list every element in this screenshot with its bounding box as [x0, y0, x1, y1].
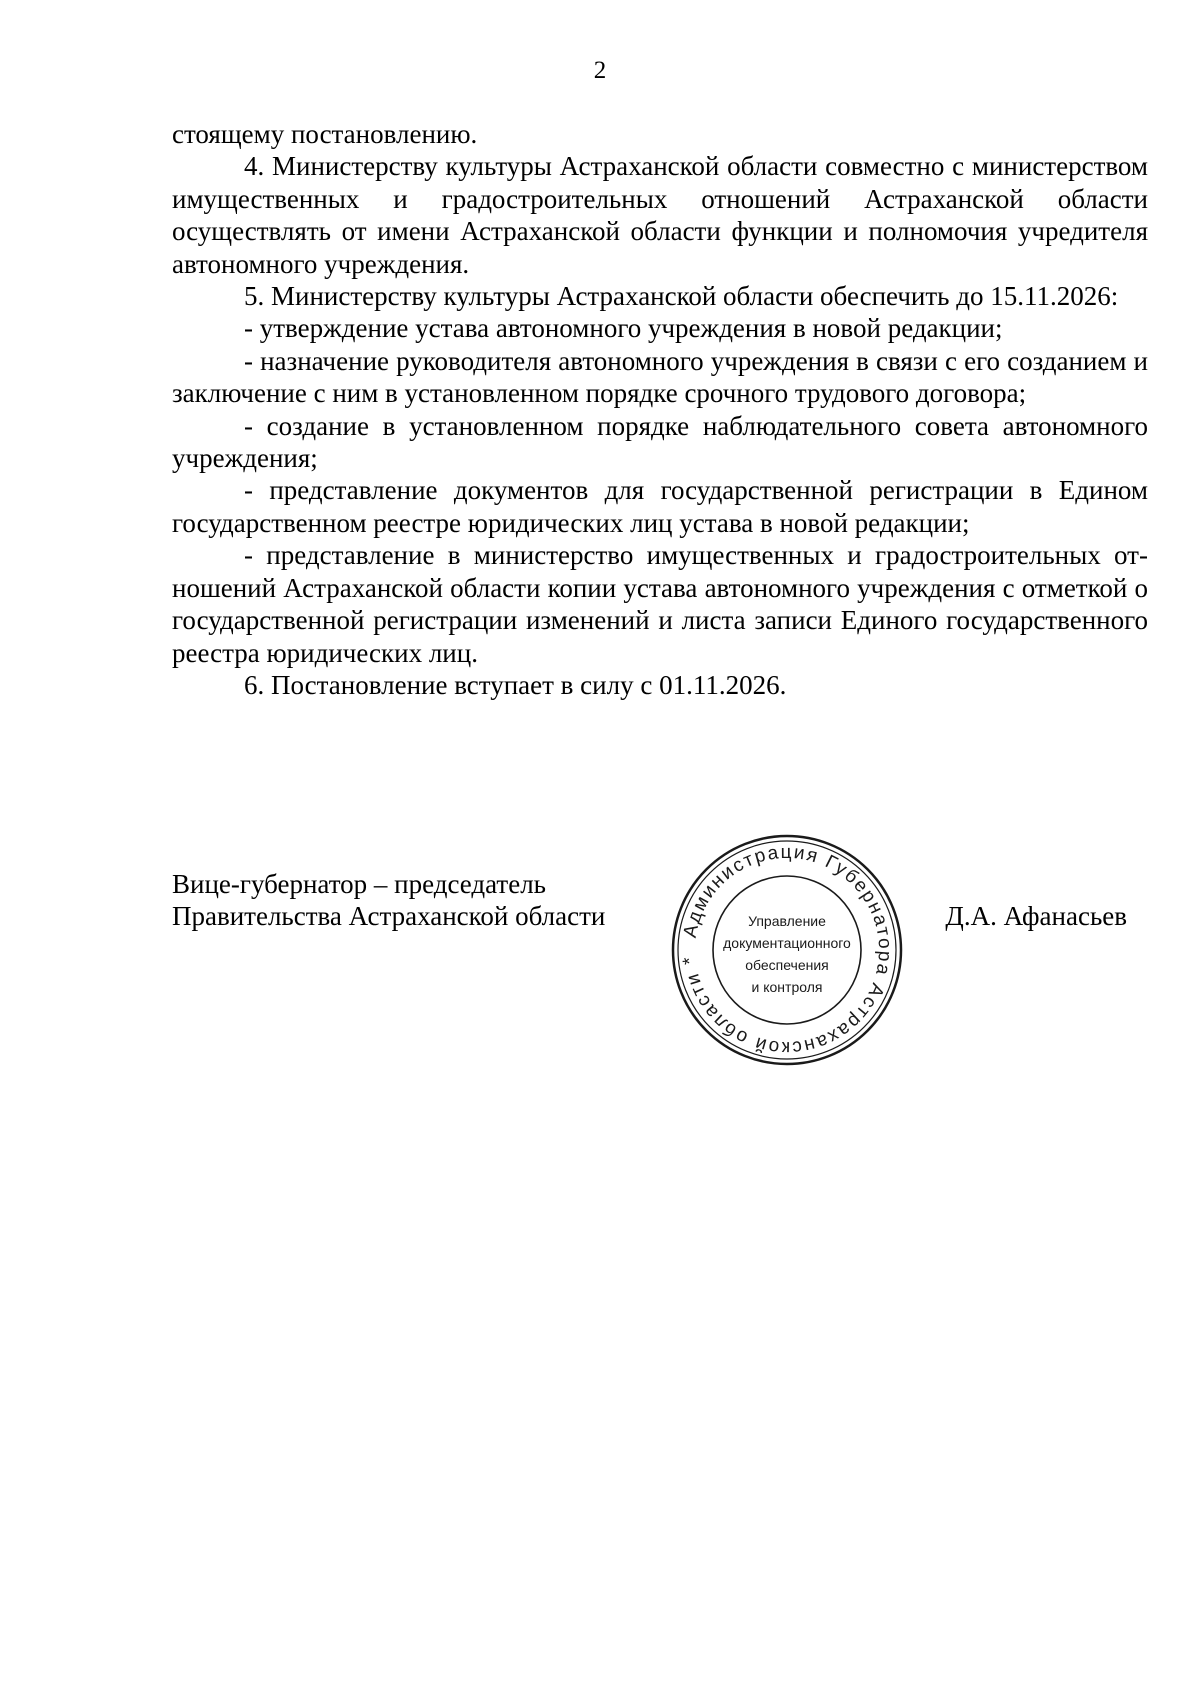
paragraph-item-5: 5. Министерству культуры Астраханской области обеспечить до 15.11.2026:: [244, 281, 1119, 312]
seal-center-line-1: Управление: [748, 913, 826, 929]
paragraph-item-6: 6. Постановление вступает в силу с 01.11.2026.: [244, 669, 787, 700]
seal-center-line-4: и контроля: [751, 979, 823, 995]
signatory-position-line-2: Правительства Астраханской области: [172, 901, 606, 932]
list-item-registration-documents: - представление документов для государственной регистрации в Едином государственном реестре юридических лиц устава в новой редакции;: [172, 475, 1148, 538]
list-item-director-appointment: - назначение руководителя автономного учреждения в связи с его созданием и заключение с ним в установленном порядке срочного трудового договора;: [172, 345, 1148, 409]
list-item-charter-copy: - представление в министерство имущественных и градостроительных отношений Астраханской области копии устава автономного учреждения с отметкой о государственной регистрации изменений и листа записи Единого государственного реестра юридических лиц.: [172, 540, 1148, 668]
signatory-position: [172, 868, 605, 933]
paragraph-continuation: стоящему постановлению.: [172, 119, 478, 149]
list-item-supervisory-board: - создание в установленном порядке наблюдательного совета автономного учреждения;: [172, 410, 1148, 474]
page-number: 2: [593, 57, 607, 84]
signatory-name: Д.А. Афанасьев: [945, 901, 1127, 931]
official-seal: [669, 832, 905, 1068]
list-item-charter-approval: - утверждение устава автономного учреждения в новой редакции;: [244, 313, 1003, 344]
document-body: [172, 118, 1148, 701]
seal-center-line-2: документационного: [723, 935, 851, 951]
official-seal-graphic: [669, 832, 905, 1068]
seal-center-line-3: обеспечения: [745, 957, 829, 973]
signatory-position-line-1: Вице-губернатор – председатель: [172, 869, 546, 899]
seal-ring-text: Администрация Губернатора Астраханской области *: [679, 841, 896, 1059]
paragraph-item-4: 4. Министерству культуры Астраханской области совместно с министерством имущественных и градостроительных отношений Астраханской области осуществлять от имени Астраханской области функции и полномочия учредителя автономного учреждения.: [172, 151, 1148, 279]
